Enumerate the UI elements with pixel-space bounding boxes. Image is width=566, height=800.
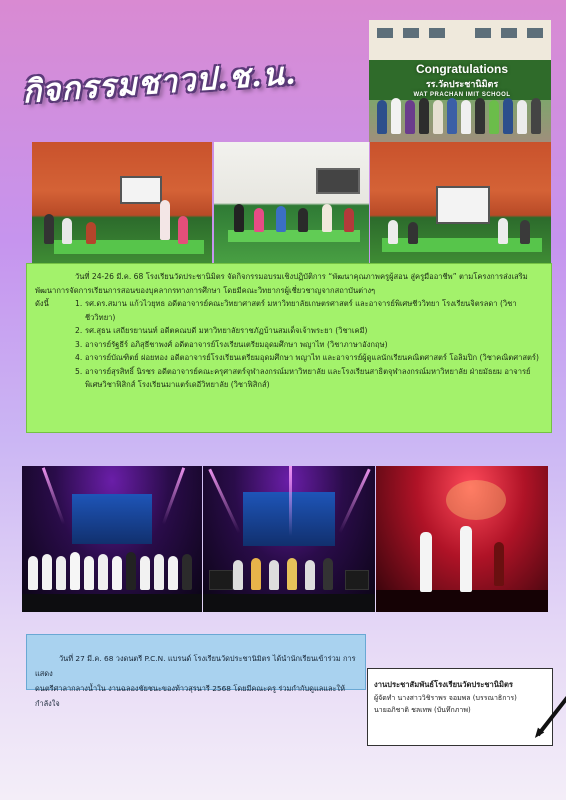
speaker-text: รศ.สุธน เสถียรยานนท์ อดีตคณบดี มหาวิทยาลัยราชภัฏบ้านสมเด็จเจ้าพระยา (วิชาเคมี) (85, 326, 368, 335)
speaker-lead: ดังนี้ (35, 299, 49, 308)
workshop-photo-2 (214, 142, 369, 264)
school-group-photo (369, 20, 551, 142)
speaker-text: อาจารย์รัฐธีร์ อภิสุธีชาพงศ์ อดีตอาจารย์โรงเรียนเตรียมอุดมศึกษา พญาไท (วิชาภาษาอังกฤษ) (85, 339, 388, 349)
page-title: กิจกรรมชาวป.ช.น. (21, 55, 298, 111)
banner-school-name-en: WAT PRACHAN IMIT SCHOOL (413, 92, 511, 98)
speaker-num: 1. (75, 299, 83, 308)
concert-photo-1 (22, 466, 202, 612)
credit-box (367, 668, 553, 746)
speaker-num: 4. (75, 353, 83, 362)
speaker-text: อาจารย์บัณฑิตย์ ฝอยทอง อดีตอาจารย์โรงเรียนเตรียมอุดมศึกษา พญาไท และอาจารย์ผู้ดูแลนักเรียนคณิตศาสตร์ โอลิมปิก (วิชาคณิตศาสตร์) (85, 353, 539, 362)
speaker-item (35, 365, 543, 392)
speaker-num: 2. (75, 326, 83, 335)
workshop-photo-1 (32, 142, 212, 264)
banner-congrats-text: Congratulations (416, 62, 508, 76)
workshop-description (26, 263, 552, 433)
speaker-num: 3. (75, 339, 83, 349)
speaker-num: 5. (75, 366, 83, 376)
concert-photo-3 (376, 466, 548, 612)
credit-photographer: นายอภิชาติ ชลเทพ (บันทึกภาพ) (374, 706, 471, 714)
concert-line-1: วันที่ 27 มี.ค. 68 วงดนตรี P.C.N. แบรนด์ โรงเรียนวัดประชานิมิตร ได้นำนักเรียนเข้าร่วม การแสดง (35, 654, 356, 678)
concert-line-2: ดนตรีศาลากลางน้ำใน งานฉลองชัยชนะของท้าวสุรนารี 2568 โดยมีคณะครู ร่วมกำกับดูแลและให้กำลังใจ (35, 684, 345, 708)
credit-title: งานประชาสัมพันธ์โรงเรียนวัดประชานิมิตร (374, 680, 514, 689)
speaker-list (35, 297, 543, 392)
banner-school-name: รร.วัดประชานิมิตร (425, 79, 499, 89)
speaker-item (35, 297, 543, 324)
group-people (377, 94, 543, 138)
speaker-item (35, 351, 543, 365)
speaker-text: อาจารย์สุรสิทธิ์ นิรชร อดีตอาจารย์คณะครุศาสตร์จุฬาลงกรณ์มหาวิทยาลัย และโรงเรียนสาธิตจุฬาลงกรณ์มหาวิทยาลัย ฝ่ายมัธยม อาจารย์พิเศษวิชาฟิสิกส์ โรงเรียนมาแตร์เดอีวิทยาลัย (วิชาฟิสิกส์) (85, 366, 531, 389)
workshop-intro: วันที่ 24-26 มี.ค. 68 โรงเรียนวัดประชานิมิตร จัดกิจกรรมอบรมเชิงปฏิบัติการ “พัฒนาคุณภาพครูผู้สอน สู่ครูมืออาชีพ” ตามโครงการส่งเสริมพัฒนาการจัดการเรียนการสอนของบุคลากรทางการศึกษา โดยมีคณะวิทยากรผู้เชี่ยวชาญจากสถาบันต่างๆ (35, 272, 528, 295)
congratulations-banner (377, 62, 547, 98)
workshop-photo-3 (370, 142, 551, 264)
speaker-item (35, 338, 543, 352)
speaker-item (35, 324, 543, 338)
credit-editor: ผู้จัดทำ นางสาววิชิราพร จอมพล (บรรณาธิการ) (374, 693, 517, 702)
concert-photo-2 (203, 466, 375, 612)
speaker-text: รศ.ดร.สมาน แก้วไวยุทธ อดีตอาจารย์คณะวิทยาศาสตร์ มหาวิทยาลัยเกษตรศาสตร์ และอาจารย์พิเศษชีววิทยา โรงเรียนจิตรลดา (วิชาชีววิทยา) (85, 299, 517, 322)
concert-description (26, 634, 366, 708)
